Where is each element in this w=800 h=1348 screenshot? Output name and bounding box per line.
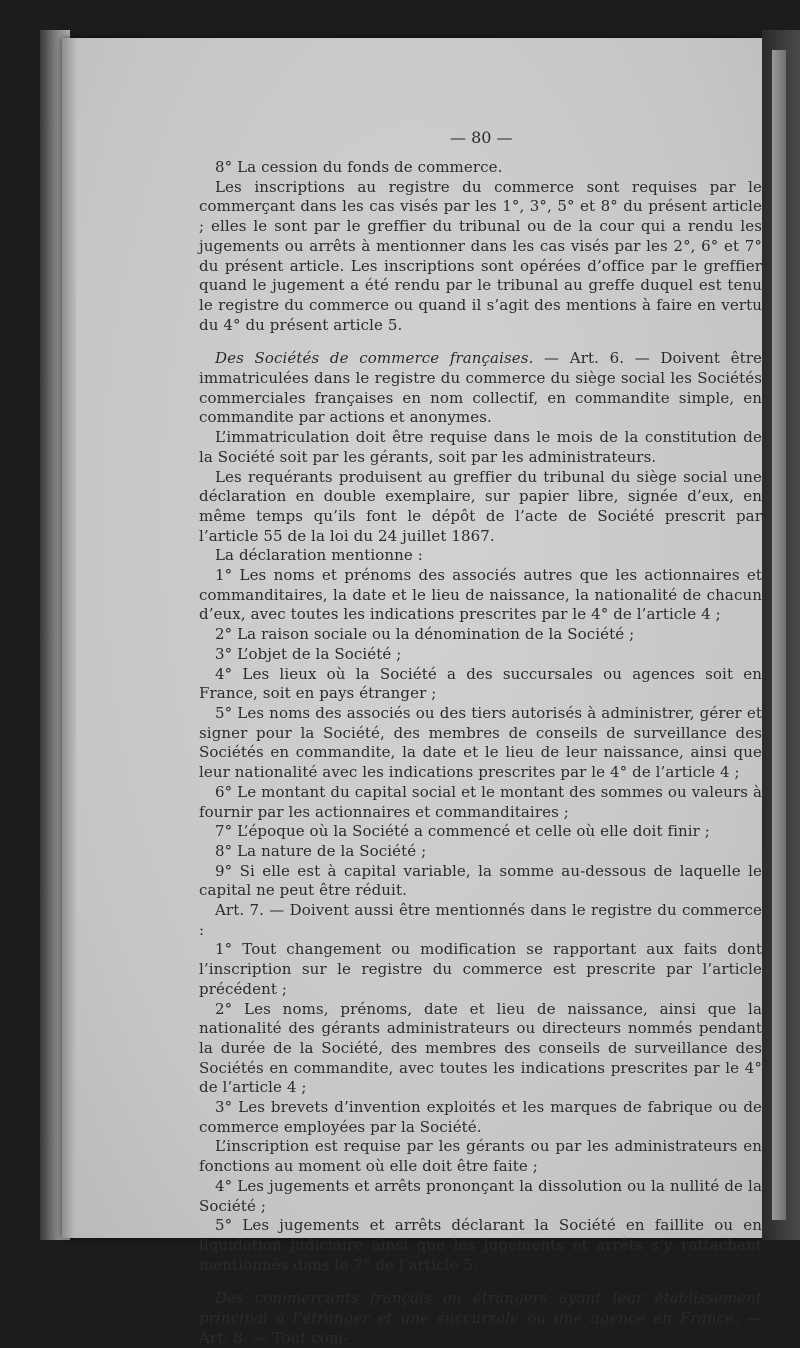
paragraph: L’immatriculation doit être requise dans le mois de la constitution de la Société soit par les gérants, soit par les administrateurs.: [199, 428, 762, 466]
paragraph-text: — Art. 6. — Doivent être immatriculées dans le registre du commerce du siège social les Sociétés commerciales françaises en nom collectif, en commandite simple, en commandite par actions et anonymes.: [199, 349, 762, 427]
page-strip: [772, 50, 786, 1220]
paragraph-text: — Art. 8. — Tout com-: [199, 1309, 762, 1347]
list-item: 2° La raison sociale ou la dénomination de la Société ;: [215, 625, 635, 644]
list-item: 8° La nature de la Société ;: [215, 841, 427, 860]
paragraph: [199, 1289, 762, 1348]
list-item: 4° Les jugements et arrêts prononçant la dissolution ou la nullité de la Société ;: [199, 1176, 762, 1215]
list-item: 1° Les noms et prénoms des associés autres que les actionnaires et commanditaires, la date et le lieu de naissance, la nationalité de chacun d’eux, avec toutes les indications prescrites par le 4° de l’article 4 ;: [199, 566, 762, 624]
list-item: 5° Les jugements et arrêts déclarant la Société en faillite ou en liquidation judiciaire ainsi que les jugements et arrêts s’y rattachant mentionnés dans le 7° de l’article 5.: [199, 1216, 762, 1274]
page-edge: [62, 38, 76, 1238]
paragraph: Les inscriptions au registre du commerce sont requises par le commerçant dans les cas visés par les 1°, 3°, 5° et 8° du présent article ; elles le sont par le greffier du tribunal ou de la cour qui a rendu les jugements ou arrêts à mentionner dans les cas visés par les 2°, 6° et 7° du présent article. Les inscriptions sont opérées d’office par le greffier quand le jugement a été rendu par le tribunal au greffe duquel est tenu le registre du commerce ou quand il s’agit des mentions à faire en vertu du 4° du présent article 5.: [199, 177, 762, 334]
list-item: 9° Si elle est à capital variable, la somme au-dessous de laquelle le capital ne peut être réduit.: [199, 861, 762, 900]
list-item: 3° L’objet de la Société ;: [215, 644, 402, 663]
list-item: 4° Les lieux où la Société a des succursales ou agences soit en France, soit en pays étranger ;: [199, 664, 762, 703]
paragraph: 8° La cession du fonds de commerce.: [215, 158, 503, 176]
list-item: 6° Le montant du capital social et le montant des sommes ou valeurs à fournir par les actionnaires et commanditaires ;: [199, 782, 762, 821]
paragraph-gap: [199, 335, 762, 349]
next-page-edge: [762, 30, 800, 1240]
list-item: 1° Tout changement ou modification se rapportant aux faits dont l’inscription sur le registre du commerce est prescrite par l’article précédent ;: [199, 940, 762, 998]
paragraph: Art. 7. — Doivent aussi être mentionnés dans le registre du commerce :: [199, 901, 762, 939]
paragraph: La déclaration mentionne :: [215, 546, 423, 565]
paragraph-gap: [199, 1275, 762, 1289]
list-item: 2° Les noms, prénoms, date et lieu de naissance, ainsi que la nationalité des gérants administrateurs ou directeurs nommés pendant la durée de la Société, des membres des conseils de surveillance des Sociétés en commandite, avec toutes les indications prescrites par le 4° de l’article 4 ;: [199, 999, 762, 1097]
paragraph: Les requérants produisent au greffier du tribunal du siège social une déclaration en double exemplaire, sur papier libre, signée d’eux, en même temps qu’ils font le dépôt de l’acte de Société prescrit par l’article 55 de la loi du 24 juillet 1867.: [199, 467, 762, 545]
page-text: [199, 158, 762, 1348]
list-item: 3° Les brevets d’invention exploités et les marques de fabrique ou de commerce employées par la Société.: [199, 1098, 762, 1136]
list-item: 5° Les noms des associés ou des tiers autorisés à administrer, gérer et signer pour la Société, des membres de conseils de surveillance des Sociétés en commandite, la date et le lieu de leur naissance, ainsi que leur nationalité avec les indications prescrites par le 4° de l’article 4 ;: [199, 703, 762, 782]
section-heading: Des commerçants français ou étrangers ayant leur établissement principal à l’étranger et une succursale ou une agence en France.: [199, 1289, 762, 1328]
list-item: 7° L’époque où la Société a commencé et celle où elle doit finir ;: [215, 822, 710, 841]
section-heading: Des Sociétés de commerce françaises.: [215, 349, 534, 368]
paragraph: [199, 349, 762, 428]
page-number: — 80 —: [450, 128, 513, 147]
paragraph: L’inscription est requise par les gérants ou par les administrateurs en fonctions au moment où elle doit être faite ;: [199, 1137, 762, 1176]
